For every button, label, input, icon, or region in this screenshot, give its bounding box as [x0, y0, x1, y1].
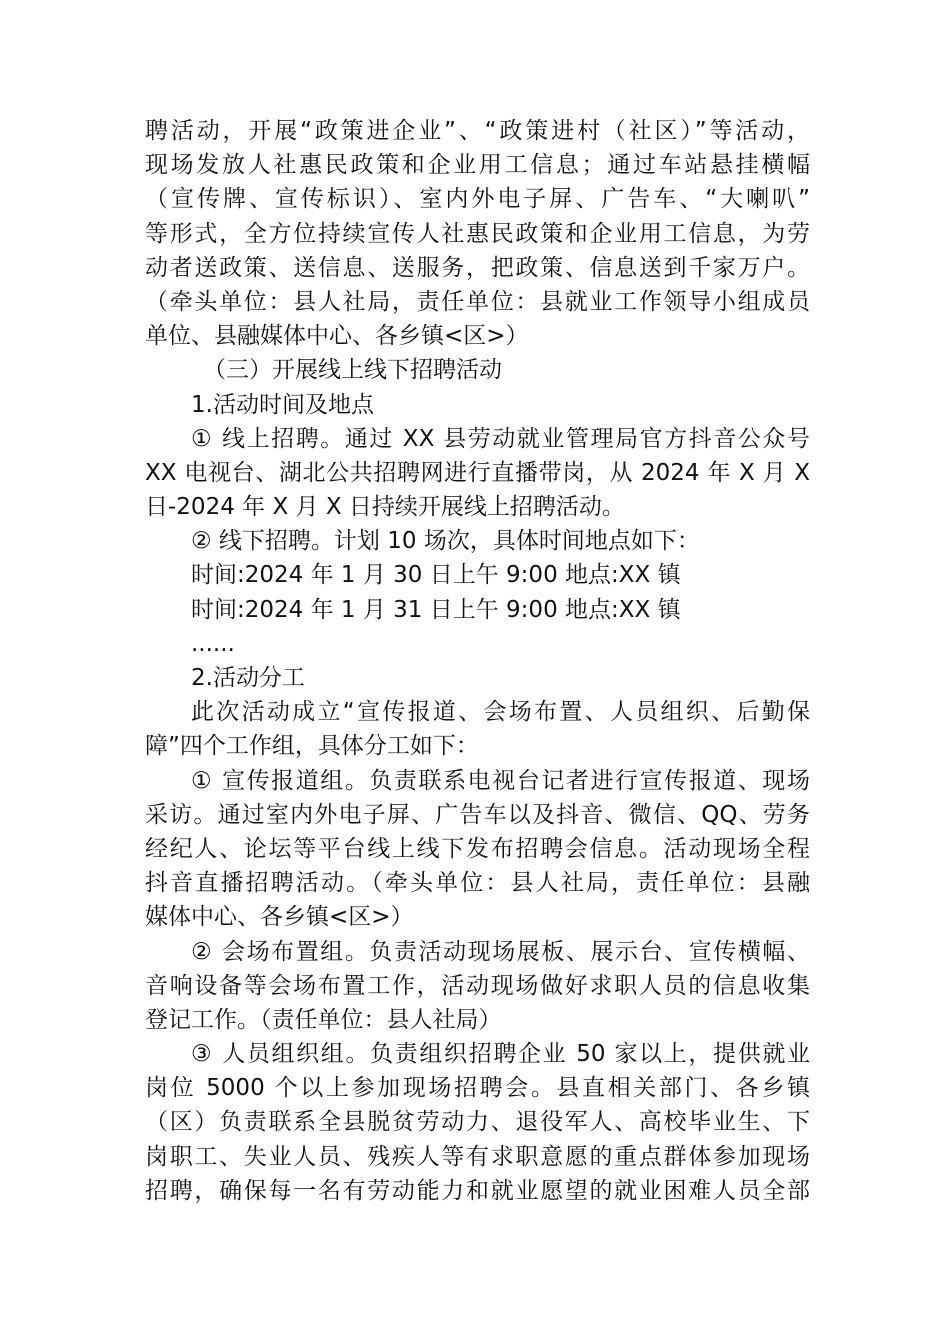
document-page	[145, 114, 810, 1208]
text-line: 日-2024 年 X 月 X 日持续开展线上招聘活动。	[145, 494, 625, 521]
text-line: 现场发放人社惠民政策和企业用工信息；通过车站悬挂横幅	[145, 152, 810, 179]
text-line: 登记工作。（责任单位：县人社局）	[145, 1006, 502, 1033]
text-line: 障”四个工作组，具体分工如下：	[145, 733, 479, 760]
text-line: 音响设备等会场布置工作，活动现场做好求职人员的信息收集	[145, 972, 810, 999]
text-line: 岗职工、失业人员、残疾人等有求职意愿的重点群体参加现场	[145, 1143, 810, 1170]
text-line: 媒体中心、各乡镇<区>）	[145, 904, 414, 931]
text-line: XX 电视台、湖北公共招聘网进行直播带岗，从 2024 年 X 月 X	[145, 459, 810, 486]
text-line: ......	[191, 630, 235, 657]
text-line: ① 线上招聘。通过 XX 县劳动就业管理局官方抖音公众号	[191, 425, 810, 452]
text-line: 聘活动，开展“政策进企业”、“政策进村（社区）”等活动，	[145, 118, 810, 144]
text-line: 经纪人、论坛等平台线上线下发布招聘会信息。活动现场全程	[145, 835, 810, 862]
text-line: （牵头单位：县人社局，责任单位：县就业工作领导小组成员	[145, 288, 810, 315]
text-line: 动者送政策、送信息、送服务，把政策、信息送到千家万户。	[145, 254, 810, 281]
text-line: 时间:2024 年 1 月 30 日上午 9:00 地点:XX 镇	[191, 562, 681, 589]
text-line: 此次活动成立“宣传报道、会场布置、人员组织、后勤保	[191, 699, 810, 726]
text-line: （区）负责联系全县脱贫劳动力、退役军人、高校毕业生、下	[145, 1109, 810, 1136]
text-line: 岗位 5000 个以上参加现场招聘会。县直相关部门、各乡镇	[145, 1075, 810, 1102]
text-line: 单位、县融媒体中心、各乡镇<区>）	[145, 323, 529, 350]
text-line: 招聘，确保每一名有劳动能力和就业愿望的就业困难人员全部	[145, 1177, 810, 1204]
text-line: ③ 人员组织组。负责组织招聘企业 50 家以上，提供就业	[191, 1041, 810, 1068]
text-line: 采访。通过室内外电子屏、广告车以及抖音、微信、QQ、劳务	[145, 801, 810, 828]
text-line: ② 会场布置组。负责活动现场展板、展示台、宣传横幅、	[191, 938, 810, 965]
text-line: ② 线下招聘。计划 10 场次，具体时间地点如下：	[191, 528, 700, 555]
text-line: 抖音直播招聘活动。（牵头单位：县人社局，责任单位：县融	[145, 870, 810, 897]
text-line: 等形式，全方位持续宣传人社惠民政策和企业用工信息，为劳	[145, 220, 810, 247]
text-line: （宣传牌、宣传标识）、室内外电子屏、广告车、“大喇叭”	[145, 186, 810, 213]
text-line: ① 宣传报道组。负责联系电视台记者进行宣传报道、现场	[191, 767, 810, 794]
text-line: 2.活动分工	[191, 665, 305, 691]
text-line: （三）开展线上线下招聘活动	[203, 357, 502, 384]
text-line: 1.活动时间及地点	[191, 391, 374, 418]
text-line: 时间:2024 年 1 月 31 日上午 9:00 地点:XX 镇	[191, 596, 681, 623]
